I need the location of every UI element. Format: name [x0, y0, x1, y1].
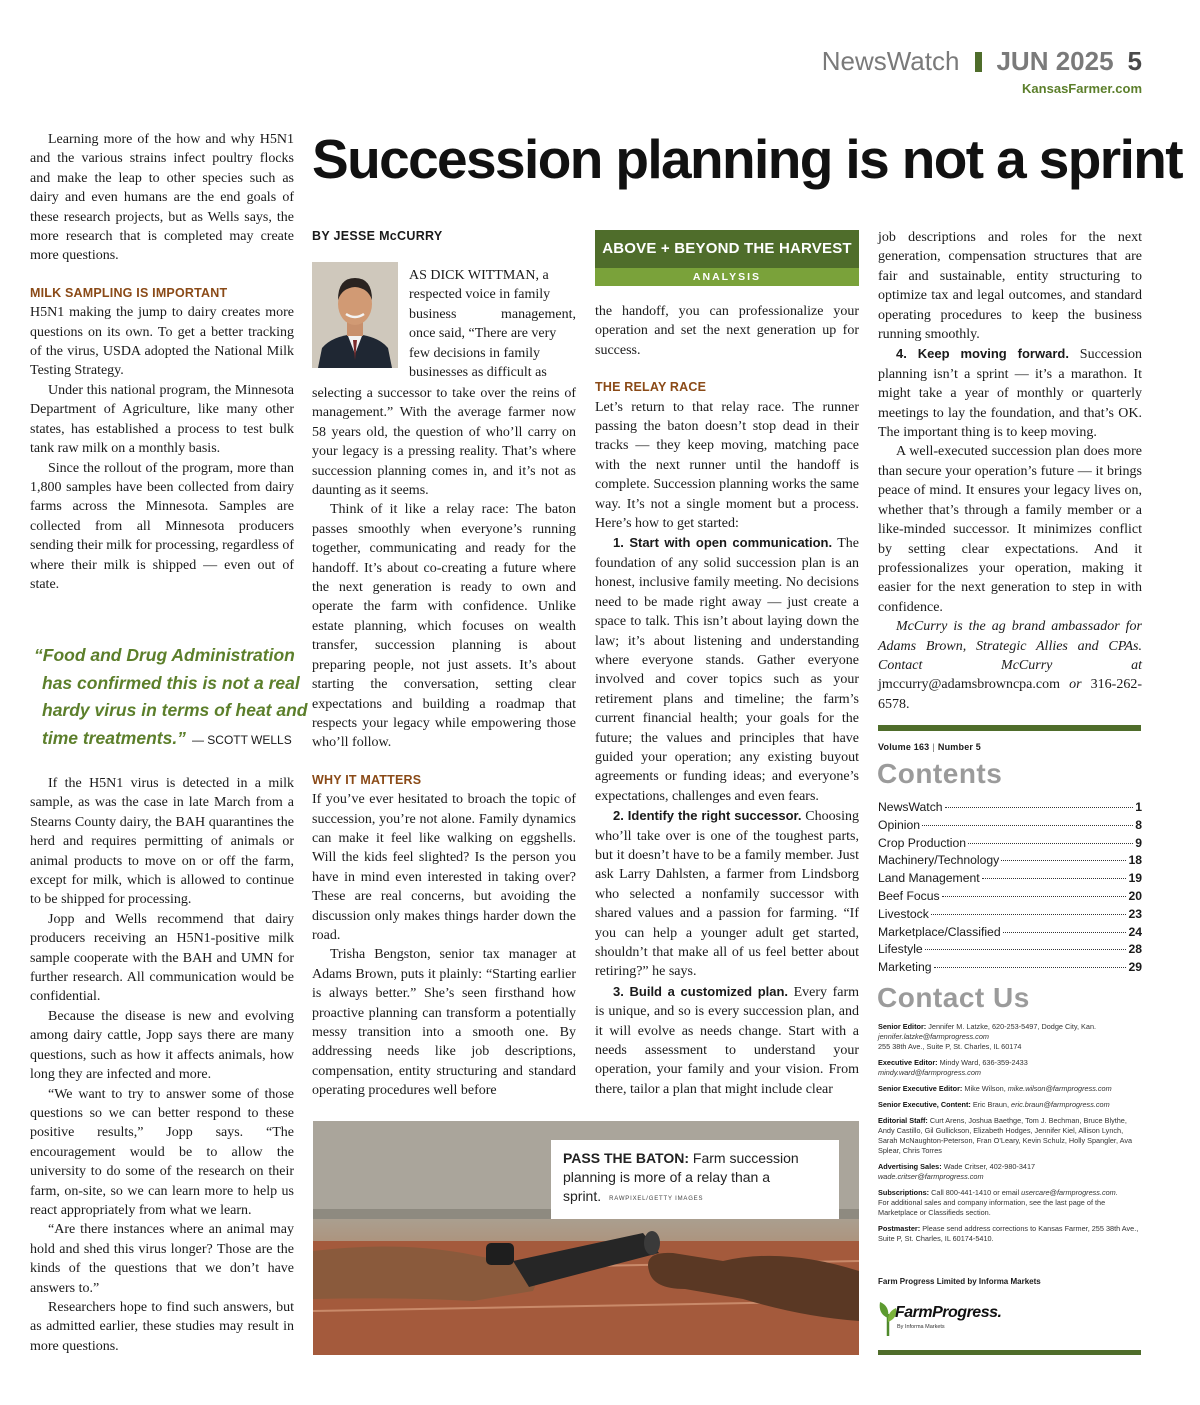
header-line	[822, 44, 1142, 78]
contact-role: Advertising Sales:	[878, 1162, 942, 1171]
bio-text: or	[1069, 677, 1082, 693]
contact-text: Mike Wilson,	[962, 1084, 1008, 1093]
contact-email[interactable]: mindy.ward@farmprogress.com	[878, 1068, 981, 1077]
toc-leader	[968, 843, 1133, 844]
author-bio	[878, 617, 1142, 714]
step-2-lead: 2. Identify the right successor.	[613, 808, 802, 824]
step-2	[595, 806, 859, 982]
pull-quote-line: has confirmed this is not a real	[42, 672, 300, 693]
contact-text: Curt Arens, Joshua Baethge, Tom J. Bechman, Bruce Blythe, Andy Castillo, Gil Gullickson, Elizabeth Hodges, Jennifer Kiel, Allison Lynch, Sarah McNaughton-Peterson, Fran O’Leary, Kevin Schulz, Holly Spangler, Ava Splear, Chris Torres	[878, 1116, 1133, 1155]
toc-leader	[1001, 860, 1126, 861]
lead-line: once said, “There are very	[409, 326, 557, 342]
step-4-lead: 4. Keep moving forward.	[896, 346, 1069, 362]
toc-section-label: NewsWatch	[878, 800, 943, 814]
paragraph: Learning more of the how and why H5N1 and the various strains infect poultry flocks and make the leap to other species such as dairy and even humans are the end goals of these research projects, but as Wells says, the more research that is completed may create more questions.	[30, 132, 294, 264]
caption-text: Farm succession planning is more of a relay than a sprint.	[563, 1150, 799, 1204]
contact-role: Senior Executive, Content:	[878, 1100, 971, 1109]
paragraph: Trisha Bengston, senior tax manager at Adams Brown, puts it plainly: “Starting earlier is always better.” She’s seen firsthand how proactive planning can transform a potentially messy transition into a smooth one. By addressing needs like job descriptions, compensation, entity structuring and standard operating procedures well before	[312, 947, 576, 1099]
contact-role: Editorial Staff:	[878, 1116, 928, 1125]
toc-leader	[931, 914, 1127, 915]
toc-row[interactable]	[878, 853, 1142, 871]
site-url[interactable]: KansasFarmer.com	[1022, 81, 1142, 96]
toc-row[interactable]	[878, 871, 1142, 889]
paragraph: Researchers hope to find such answers, but as admitted earlier, these studies may result in more questions.	[30, 1299, 294, 1354]
contact-entry	[878, 1116, 1142, 1156]
paragraph: Since the rollout of the program, more than 1,800 samples have been collected from dairy farms across the Minnesota. Samples are collected from all Minnesota producers sending their milk for processing, regardless of where their milk is shipped — even out of state.	[30, 460, 294, 592]
toc-leader	[1003, 932, 1127, 933]
bio-text: McCurry is the ag brand ambassador for Adams Brown, Strategic Allies and CPAs. Contact McCurry at	[878, 619, 1142, 673]
toc-section-label: Livestock	[878, 906, 929, 921]
toc-leader	[982, 878, 1127, 879]
contact-title: Contact Us	[877, 982, 1030, 1013]
contact-extra: For additional sales and company information, see the last page of the Marketplace or Classifieds section.	[878, 1198, 1106, 1217]
step-4	[878, 344, 1142, 442]
toc-page-number: 23	[1128, 906, 1142, 921]
logo-tagline: By Informa Markets	[897, 1324, 945, 1330]
paragraph: “We want to try to answer some of those questions so we can better respond to these positive results,” Jopp says. “The encouragement would be to allow the university to do some of the research on their farm, on-site, so we can learn more to help us react appropriately from what we learn.	[30, 1086, 294, 1218]
article-column-3	[595, 302, 859, 1099]
section-name: NewsWatch	[821, 46, 960, 76]
lead-line: AS DICK WITTMAN, a	[409, 268, 549, 283]
volume-info: Volume 163 | Number 5	[878, 742, 982, 752]
contact-email[interactable]: wade.critser@farmprogress.com	[878, 1172, 984, 1181]
contents-title: Contents	[877, 758, 1003, 789]
lead-line: businesses as difficult as	[409, 365, 547, 380]
logo-wordmark: FarmProgress.	[895, 1304, 1002, 1321]
toc-section-label: Lifestyle	[878, 942, 923, 957]
toc-page-number: 20	[1128, 888, 1142, 903]
paragraph: Let’s return to that relay race. The runner passing the baton doesn’t stop dead in their tracks — they keep moving, matching pace with the next runner until the handoff is complete. Succession planning works the same way. It’s not a single moment but a process. Here’s how to get started:	[595, 399, 859, 532]
publisher-name: Farm Progress Limited by Informa Markets	[878, 1277, 1041, 1286]
contact-text: Call 800-441-1410 or email	[929, 1188, 1022, 1197]
toc-section-label: Land Management	[878, 871, 980, 886]
toc-section-label: Machinery/Technology	[878, 853, 1000, 868]
paragraph: the handoff, you can professionalize your operation and set the next generation up for success.	[595, 304, 859, 358]
toc-page-number: 8	[1135, 817, 1142, 832]
toc-section-label: Marketing	[878, 960, 932, 975]
paragraph: Think of it like a relay race: The baton passes smoothly when everyone’s running together, communicating and ready for the handoff. It’s about co-creating a future where the next generation is ready to own and operate the farm with confidence. Unlike estate planning, which focuses on wealth transfer, succession planning is about preparing people, not just assets. It’s about starting the conversation, setting clear expectations and building a roadmap that respects your legacy while empowering those who’ll follow.	[312, 502, 576, 751]
caption-lead: PASS THE BATON:	[563, 1150, 690, 1166]
photo-caption	[551, 1140, 839, 1219]
paragraph: selecting a successor to take over the reins of management.” With the average farmer now 58 years old, the question of who’ll carry on your legacy is a pressing reality. That’s where succession planning comes in, and it’s not as daunting as it seems.	[312, 386, 576, 499]
photo-credit: RAWPIXEL/GETTY IMAGES	[609, 1196, 704, 1202]
toc-page-number: 9	[1135, 835, 1142, 850]
toc-row[interactable]	[878, 889, 1142, 907]
toc-row[interactable]	[878, 942, 1142, 960]
column-banner	[595, 230, 859, 288]
contact-role: Senior Editor:	[878, 1022, 927, 1031]
paragraph: Because the disease is new and evolving among dairy cattle, Jopp says there are many questions, such as how it affects animals, how long they are infected and more.	[30, 1008, 294, 1083]
toc-page-number: 18	[1128, 853, 1142, 868]
contact-entry	[878, 1100, 1142, 1110]
article-column-2	[312, 384, 576, 1101]
contact-entry	[878, 1022, 1142, 1052]
article-headline: Succession planning is not a sprint	[312, 128, 1182, 190]
contact-email[interactable]: mike.wilson@farmprogress.com	[1007, 1084, 1112, 1093]
header-divider	[975, 52, 982, 72]
step-4-text: Succession planning isn’t a sprint — it’s a marathon. It might take a year of monthly or quarterly meetings to lay the foundation, and that’s OK. The important thing is to keep moving.	[878, 347, 1142, 441]
paragraph: If you’ve ever hesitated to broach the topic of succession, you’re not alone. Family dynamics can make it feel like walking on eggshells. Will the kids feel slighted? Is the person you have in mind even interested in taking over? These are real concerns, but avoiding the discussion only makes things harder down the road.	[312, 792, 576, 943]
author-portrait-icon	[312, 262, 398, 368]
contact-role: Subscriptions:	[878, 1188, 930, 1197]
toc-leader	[942, 896, 1127, 897]
toc-row[interactable]	[878, 960, 1142, 978]
lead-line: few decisions in family	[409, 345, 541, 361]
toc-section-label: Beef Focus	[878, 888, 940, 903]
toc-row[interactable]	[878, 907, 1142, 925]
subhead-milk-sampling: MILK SAMPLING IS IMPORTANT	[30, 285, 228, 300]
table-of-contents	[878, 800, 1142, 978]
lead-line: business management,	[409, 306, 576, 322]
toc-leader	[922, 825, 1133, 826]
contact-entry	[878, 1084, 1142, 1094]
toc-section-label: Crop Production	[878, 835, 967, 850]
contact-role: Executive Editor:	[878, 1058, 938, 1067]
contact-text: Eric Braun,	[970, 1100, 1012, 1109]
toc-section-label: Opinion	[878, 817, 921, 832]
contact-email[interactable]: usercare@farmprogress.com.	[1021, 1188, 1118, 1197]
toc-page-number: 1	[1135, 800, 1142, 814]
paragraph: A well-executed succession plan does more than secure your operation’s future — it brings peace of mind. It ensures your legacy lives on, whether that’s through a family member or a like-minded successor. It minimizes conflict by setting clear expectations. And it professionalizes your operation, making it easier for the next generation to step in with confidence.	[878, 444, 1142, 615]
contact-email[interactable]: jennifer.latzke@farmprogress.com	[878, 1032, 989, 1041]
paragraph: Jopp and Wells recommend that dairy producers receiving an H5N1-positive milk sample cooperate with the BAH and UMN for further research. All communication would be confidential.	[30, 911, 294, 1005]
toc-row[interactable]	[878, 925, 1142, 943]
toc-page-number: 28	[1128, 942, 1142, 957]
paragraph: job descriptions and roles for the next generation, compensation structures that are fair and sustainable, entity structuring to optimize tax and legal outcomes, and standard operating procedures to keep the business running smoothly.	[878, 230, 1142, 343]
paragraph: If the H5N1 virus is detected in a milk sample, as was the case in late March from a Stearns County dairy, the BAH quarantines the herd and requires permitting of animals or animal products to move on or off the farm, except for milk, which is allowed to continue to be shipped for processing.	[30, 776, 294, 908]
left-column-lower	[30, 774, 294, 1356]
contact-entry	[878, 1162, 1142, 1182]
subhead-why-it-matters: WHY IT MATTERS	[312, 772, 422, 787]
pull-quote-line: “Food and Drug Administration	[34, 645, 295, 665]
article-column-4	[878, 228, 1142, 714]
author-photo	[312, 262, 398, 368]
step-3-text: Every farm is unique, and so is every succession plan, and it will evolve as needs change. Start with a needs assessment to understand your operation, your family and your vision. From there, tailor a plan that might include clear	[595, 984, 859, 1097]
contact-list	[878, 1022, 1142, 1250]
step-1-lead: 1. Start with open communication.	[613, 535, 833, 551]
byline: BY JESSE McCURRY	[312, 229, 443, 243]
volume-number: Volume 163	[878, 742, 930, 752]
pull-quote-credit: — SCOTT WELLS	[191, 732, 292, 747]
step-2-text: Choosing who’ll take over is one of the toughest parts, but it doesn’t have to be a family member. Just ask Larry Dahlsten, a farmer from Lindsborg who selected a nonfamily successor with shared values and a passion for farming. “If you can help a younger adult get started, shouldn’t that make all of us feel better about retiring?” he says.	[595, 809, 859, 980]
contact-text: Mindy Ward, 636-359-2433	[937, 1058, 1028, 1067]
contact-entry	[878, 1188, 1142, 1218]
toc-page-number: 29	[1128, 960, 1142, 975]
toc-leader	[934, 967, 1127, 968]
paragraph: “Are there instances where an animal may hold and shed this virus longer? Those are the kinds of the questions that we don’t have answers to.”	[30, 1222, 294, 1296]
toc-page-number: 19	[1128, 871, 1142, 886]
contact-text: Wade Critser, 402-980-3417	[941, 1162, 1036, 1171]
toc-row[interactable]	[878, 800, 1142, 818]
pull-quote	[34, 642, 308, 754]
step-1	[595, 533, 859, 806]
page-number: 5	[1127, 46, 1142, 76]
baton-photo	[313, 1121, 859, 1355]
step-3-lead: 3. Build a customized plan.	[613, 983, 789, 999]
page-header	[822, 44, 1142, 96]
banner-subtitle: ANALYSIS	[595, 268, 859, 286]
issue-number: Number 5	[937, 742, 982, 752]
farm-progress-logo	[878, 1298, 1018, 1340]
contact-text: Jennifer M. Latzke, 620-253-5497, Dodge City, Kan.	[926, 1022, 1097, 1031]
contact-text: Please send address corrections to Kansas Farmer, 255 38th Ave., Suite P, St. Charles, IL 60174-5410.	[878, 1224, 1139, 1243]
toc-section-label: Marketplace/Classified	[878, 924, 1001, 939]
contact-role: Postmaster:	[878, 1224, 921, 1233]
sidebar-top-rule	[878, 725, 1141, 731]
lead-line: respected voice in family	[409, 287, 551, 303]
contact-extra: 255 38th Ave., Suite P, St. Charles, IL 60174	[878, 1042, 1022, 1051]
contact-email[interactable]: eric.braun@farmprogress.com	[1011, 1100, 1110, 1109]
step-3	[595, 982, 859, 1099]
bio-phone: 316-262-6578.	[878, 677, 1142, 712]
pull-quote-line: time treatments.”	[42, 727, 186, 748]
toc-row[interactable]	[878, 836, 1142, 854]
pull-quote-line: hardy virus in terms of heat and	[42, 700, 308, 720]
toc-row[interactable]	[878, 818, 1142, 836]
subhead-relay-race: THE RELAY RACE	[595, 380, 707, 395]
toc-page-number: 24	[1128, 924, 1142, 939]
contact-role: Senior Executive Editor:	[878, 1084, 963, 1093]
paragraph: Under this national program, the Minnesota Department of Agriculture, like many other states, has established a process to test bulk tank raw milk on a monthly basis.	[30, 382, 294, 457]
bio-email[interactable]: jmccurry@adamsbrowncpa.com	[878, 677, 1070, 693]
paragraph: H5N1 making the jump to dairy creates more questions on its own. To get a better tracking of the virus, USDA adopted the National Milk Testing Strategy.	[30, 305, 294, 379]
toc-leader	[945, 807, 1134, 808]
toc-leader	[925, 949, 1127, 950]
banner-title: ABOVE + BEYOND THE HARVEST	[595, 230, 859, 268]
issue-date: JUN 2025	[996, 46, 1114, 76]
left-column	[30, 130, 294, 594]
step-1-text: The foundation of any solid succession plan is an honest, inclusive family meeting. No decisions need to be made right away — just create a space to talk. This isn’t about laying down the law; it’s about listening and understanding where everyone stands. Gather everyone involved and cover topics such as your retirement plans and timeline; the farm’s current financial health; your goals for the future; the values and principles that have guided your operation; any existing buyout agreements or funding ideas; and everyone’s expectations, challenges and even fears.	[595, 536, 859, 804]
sidebar-bottom-rule	[878, 1350, 1141, 1355]
contact-entry	[878, 1058, 1142, 1078]
contact-entry	[878, 1224, 1142, 1244]
